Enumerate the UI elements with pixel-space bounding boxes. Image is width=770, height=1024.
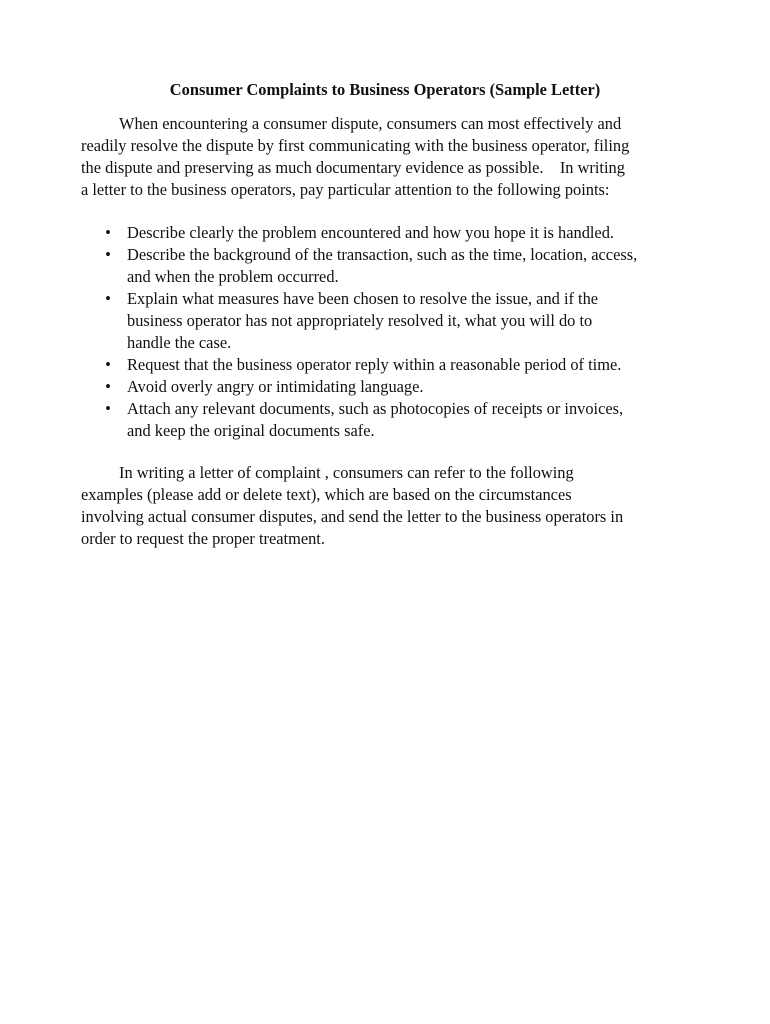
closing-line: order to request the proper treatment.: [81, 529, 325, 548]
list-item-line: Describe the background of the transaction, such as the time, location, access,: [127, 245, 638, 264]
list-item: [81, 288, 701, 354]
bullet-marker: •: [105, 245, 111, 264]
closing-line: examples (please add or delete text), which are based on the circumstances: [81, 485, 572, 504]
intro-line: When encountering a consumer dispute, consumers can most effectively and: [119, 114, 622, 133]
intro-paragraph: [81, 113, 701, 201]
list-item-line: Avoid overly angry or intimidating language.: [127, 377, 424, 396]
bullet-marker: •: [105, 399, 111, 418]
list-item: [81, 222, 701, 244]
bullet-marker: •: [105, 289, 111, 308]
closing-line: In writing a letter of complaint , consumers can refer to the following: [119, 463, 574, 482]
bullet-marker: •: [105, 377, 111, 396]
bullet-marker: •: [105, 223, 111, 242]
document-title: Consumer Complaints to Business Operators (Sample Letter): [169, 80, 601, 99]
list-item: [81, 354, 701, 376]
list-item-line: handle the case.: [127, 333, 232, 352]
list-item-line: Describe clearly the problem encountered and how you hope it is handled.: [127, 223, 615, 242]
list-item: [81, 244, 701, 288]
list-item-line: Attach any relevant documents, such as photocopies of receipts or invoices,: [127, 399, 624, 418]
closing-line: involving actual consumer disputes, and send the letter to the business operators in: [81, 507, 624, 526]
list-item-line: business operator has not appropriately resolved it, what you will do to: [127, 311, 593, 330]
list-item-line: and keep the original documents safe.: [127, 421, 375, 440]
list-item-line: Explain what measures have been chosen to resolve the issue, and if the: [127, 289, 599, 308]
bullet-marker: •: [105, 355, 111, 374]
intro-line: a letter to the business operators, pay particular attention to the following points:: [81, 180, 610, 199]
intro-line: readily resolve the dispute by first communicating with the business operator, filing: [81, 136, 630, 155]
list-item: [81, 376, 701, 398]
list-item-line: Request that the business operator reply within a reasonable period of time.: [127, 355, 622, 374]
list-item-line: and when the problem occurred.: [127, 267, 339, 286]
intro-line: the dispute and preserving as much documentary evidence as possible. In writing: [81, 158, 625, 177]
points-list: [81, 222, 701, 442]
closing-paragraph: [81, 462, 701, 550]
list-item: [81, 398, 701, 442]
